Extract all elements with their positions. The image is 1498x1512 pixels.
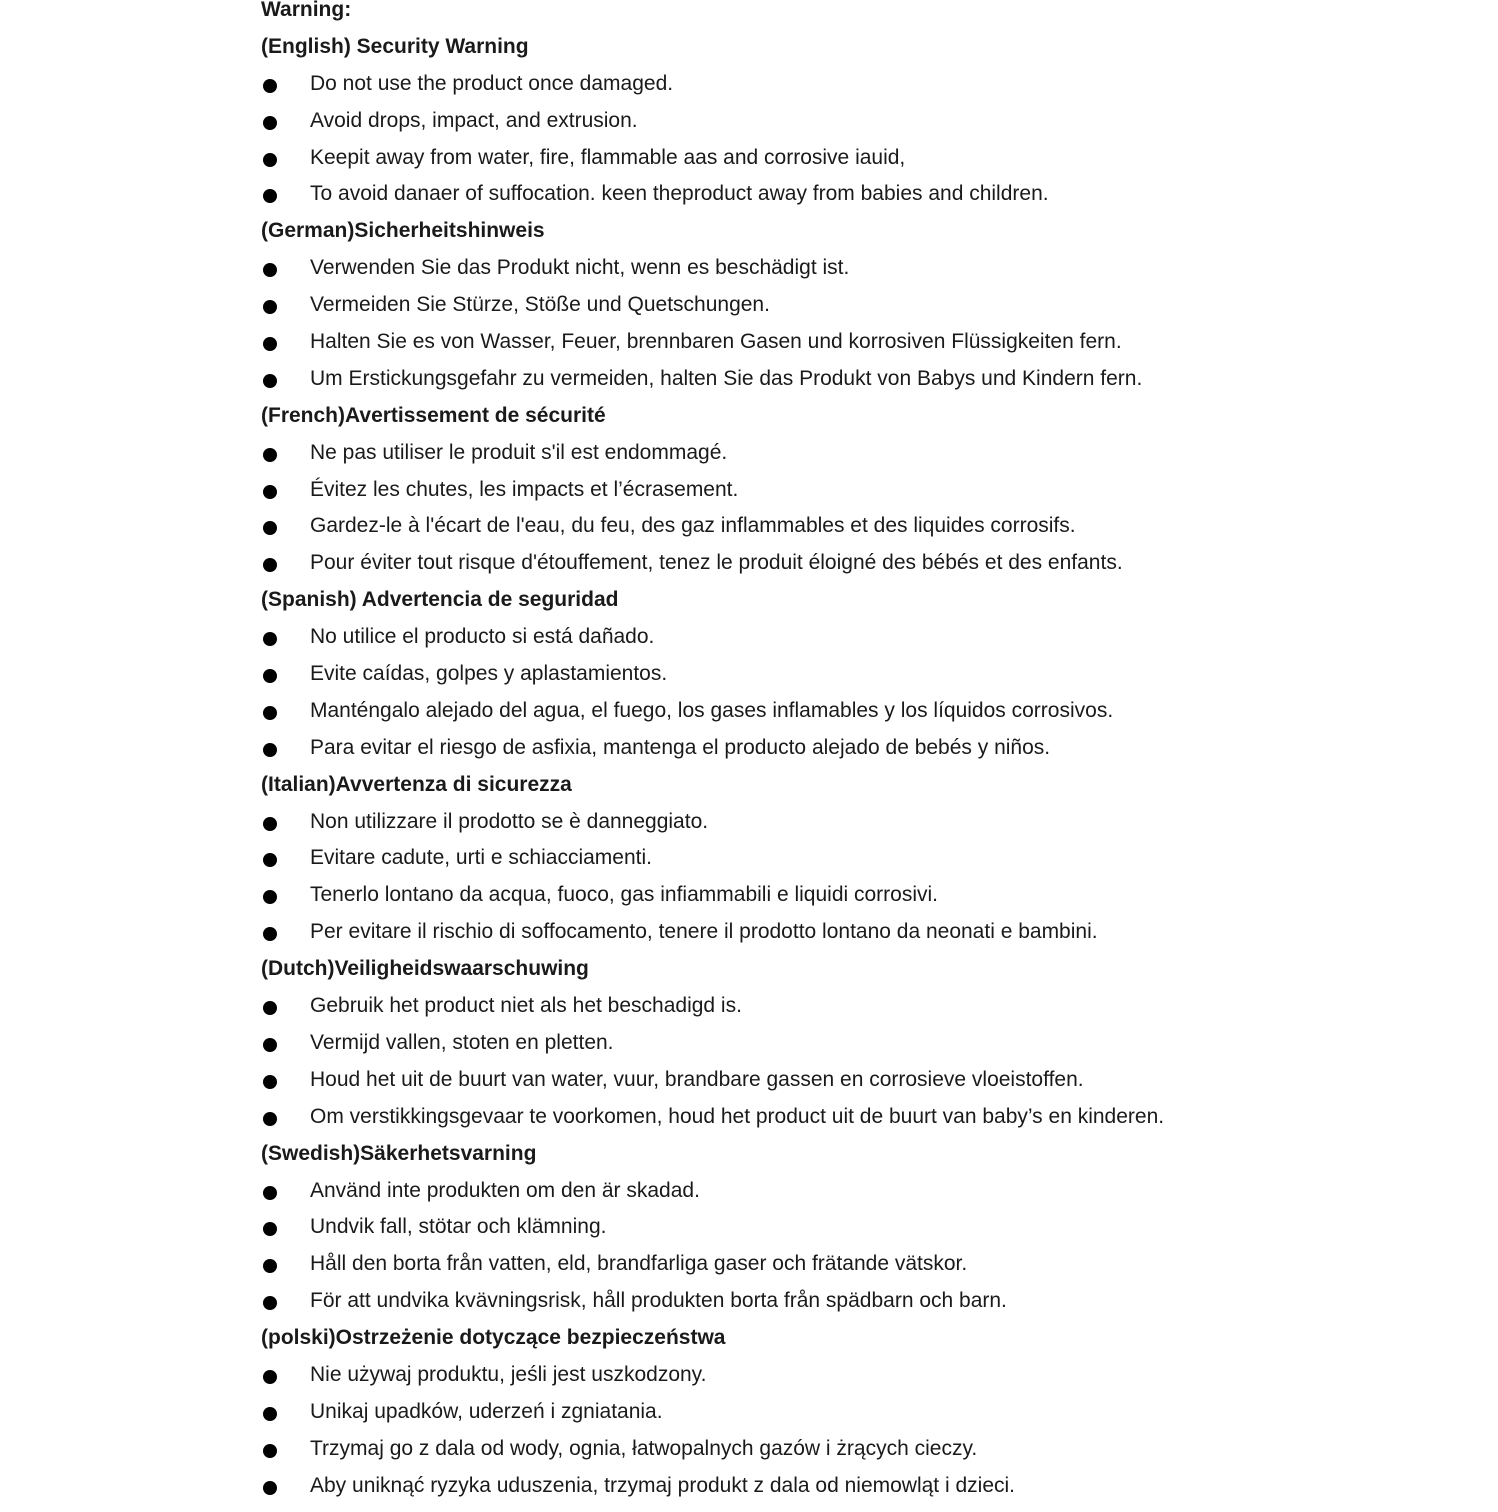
bullet-icon <box>263 485 277 499</box>
warning-item-text: Evitare cadute, urti e schiacciamenti. <box>310 846 652 870</box>
warning-list-item <box>261 1180 1481 1217</box>
warning-item-text: Verwenden Sie das Produkt nicht, wenn es beschädigt ist. <box>310 256 850 280</box>
bullet-icon <box>263 1186 277 1200</box>
warning-item-text: Unikaj upadków, uderzeń i zgniatania. <box>310 1399 663 1423</box>
bullet-icon <box>263 1296 277 1310</box>
bullet-icon <box>263 890 277 904</box>
bullet-icon <box>263 263 277 277</box>
warning-list-item <box>261 1032 1481 1069</box>
section-heading: (German)Sicherheitshinweis <box>261 219 545 243</box>
bullet-icon <box>263 374 277 388</box>
warning-item-text: Om verstikkingsgevaar te voorkomen, houd het product uit de buurt van baby’s en kinderen. <box>310 1104 1165 1128</box>
warning-item-text: Vermijd vallen, stoten en pletten. <box>310 1030 614 1054</box>
warning-list-item <box>261 442 1481 479</box>
warning-list-item <box>261 331 1481 368</box>
warning-list-item <box>261 884 1481 921</box>
warning-list-item <box>261 1401 1481 1438</box>
warning-item-text: Trzymaj go z dala od wody, ognia, łatwopalnych gazów i żrących cieczy. <box>310 1436 978 1460</box>
section-heading: (polski)Ostrzeżenie dotyczące bezpieczeństwa <box>261 1326 726 1350</box>
warning-item-text: Avoid drops, impact, and extrusion. <box>310 108 638 132</box>
bullet-icon <box>263 1259 277 1273</box>
warning-list-item <box>261 479 1481 516</box>
bullet-icon <box>263 1481 277 1495</box>
bullet-icon <box>263 1444 277 1458</box>
document-title: Warning: <box>261 0 352 21</box>
warning-list-item <box>261 147 1481 184</box>
warning-list-item <box>261 1290 1481 1327</box>
bullet-icon <box>263 558 277 572</box>
warning-list-item <box>261 626 1481 663</box>
section-heading: (Italian)Avvertenza di sicurezza <box>261 772 572 796</box>
bullet-icon <box>263 79 277 93</box>
section-heading: (English) Security Warning <box>261 34 529 58</box>
warning-list-item <box>261 811 1481 848</box>
warning-item-text: Nie używaj produktu, jeśli jest uszkodzony. <box>310 1362 707 1386</box>
warning-list-item <box>261 1216 1481 1253</box>
bullet-icon <box>263 1038 277 1052</box>
warning-sections <box>261 36 1481 1512</box>
bullet-icon <box>263 1370 277 1384</box>
warning-item-text: Pour éviter tout risque d'étouffement, tenez le produit éloigné des bébés et des enfants. <box>310 551 1123 575</box>
warning-item-text: Använd inte produkten om den är skadad. <box>310 1178 700 1202</box>
warning-item-text: För att undvika kvävningsrisk, håll produkten borta från spädbarn och barn. <box>310 1289 1007 1313</box>
warning-item-text: Para evitar el riesgo de asfixia, mantenga el producto alejado de bebés y niños. <box>310 735 1051 759</box>
warning-list-item <box>261 1253 1481 1290</box>
warning-list-item <box>261 737 1481 774</box>
bullet-icon <box>263 817 277 831</box>
warning-list-item <box>261 700 1481 737</box>
warning-item-text: Gebruik het product niet als het beschadigd is. <box>310 994 742 1018</box>
warning-list-item <box>261 663 1481 700</box>
warning-item-text: Håll den borta från vatten, eld, brandfarliga gaser och frätande vätskor. <box>310 1252 968 1276</box>
bullet-icon <box>263 1112 277 1126</box>
bullet-icon <box>263 189 277 203</box>
warning-list-item <box>261 1069 1481 1106</box>
section-heading: (French)Avertissement de sécurité <box>261 403 606 427</box>
warning-list-item <box>261 1475 1481 1512</box>
warning-item-text: No utilice el producto si está dañado. <box>310 625 655 649</box>
warning-list-item <box>261 368 1481 405</box>
warning-item-text: Evite caídas, golpes y aplastamientos. <box>310 662 668 686</box>
bullet-icon <box>263 1222 277 1236</box>
warning-list-item <box>261 921 1481 958</box>
bullet-icon <box>263 706 277 720</box>
warning-list-item <box>261 110 1481 147</box>
warning-list-item <box>261 552 1481 589</box>
warning-item-text: Tenerlo lontano da acqua, fuoco, gas infiammabili e liquidi corrosivi. <box>310 883 939 907</box>
warning-item-text: Gardez-le à l'écart de l'eau, du feu, des gaz inflammables et des liquides corrosifs. <box>310 514 1076 538</box>
bullet-icon <box>263 1407 277 1421</box>
warning-list-item <box>261 1106 1481 1143</box>
warning-item-text: Per evitare il rischio di soffocamento, tenere il prodotto lontano da neonati e bambini. <box>310 920 1098 944</box>
warning-item-text: Non utilizzare il prodotto se è danneggiato. <box>310 809 709 833</box>
warning-item-text: Houd het uit de buurt van water, vuur, brandbare gassen en corrosieve vloeistoffen. <box>310 1067 1084 1091</box>
warning-item-text: Keepit away from water, fire, flammable aas and corrosive iauid, <box>310 145 906 169</box>
bullet-icon <box>263 116 277 130</box>
section-heading: (Dutch)Veiligheidswaarschuwing <box>261 957 589 981</box>
bullet-icon <box>263 632 277 646</box>
section-heading: (Swedish)Säkerhetsvarning <box>261 1141 537 1165</box>
bullet-icon <box>263 300 277 314</box>
warning-list-item <box>261 1438 1481 1475</box>
section-heading: (Spanish) Advertencia de seguridad <box>261 588 619 612</box>
warning-item-text: Évitez les chutes, les impacts et l’écrasement. <box>310 477 739 501</box>
warning-item-text: Do not use the product once damaged. <box>310 71 674 95</box>
warning-item-text: To avoid danaer of suffocation. keen theproduct away from babies and children. <box>310 182 1049 206</box>
warning-list-item <box>261 995 1481 1032</box>
warning-list-item <box>261 847 1481 884</box>
warning-item-text: Undvik fall, stötar och klämning. <box>310 1215 607 1239</box>
bullet-icon <box>263 669 277 683</box>
bullet-icon <box>263 927 277 941</box>
warning-list-item <box>261 183 1481 220</box>
bullet-icon <box>263 153 277 167</box>
warning-item-text: Um Erstickungsgefahr zu vermeiden, halten Sie das Produkt von Babys und Kindern fern. <box>310 366 1143 390</box>
bullet-icon <box>263 1001 277 1015</box>
warning-list-item <box>261 294 1481 331</box>
warning-item-text: Manténgalo alejado del agua, el fuego, los gases inflamables y los líquidos corrosivos. <box>310 698 1114 722</box>
warning-document <box>261 0 1481 1512</box>
warning-item-text: Halten Sie es von Wasser, Feuer, brennbaren Gasen und korrosiven Flüssigkeiten fern. <box>310 330 1122 354</box>
bullet-icon <box>263 521 277 535</box>
warning-list-item <box>261 1364 1481 1401</box>
warning-list-item <box>261 257 1481 294</box>
bullet-icon <box>263 337 277 351</box>
bullet-icon <box>263 853 277 867</box>
warning-item-text: Aby uniknąć ryzyka uduszenia, trzymaj produkt z dala od niemowląt i dzieci. <box>310 1473 1015 1497</box>
warning-list-item <box>261 73 1481 110</box>
bullet-icon <box>263 1075 277 1089</box>
warning-item-text: Vermeiden Sie Stürze, Stöße und Quetschungen. <box>310 293 770 317</box>
warning-item-text: Ne pas utiliser le produit s'il est endommagé. <box>310 440 728 464</box>
bullet-icon <box>263 743 277 757</box>
warning-list-item <box>261 515 1481 552</box>
bullet-icon <box>263 448 277 462</box>
